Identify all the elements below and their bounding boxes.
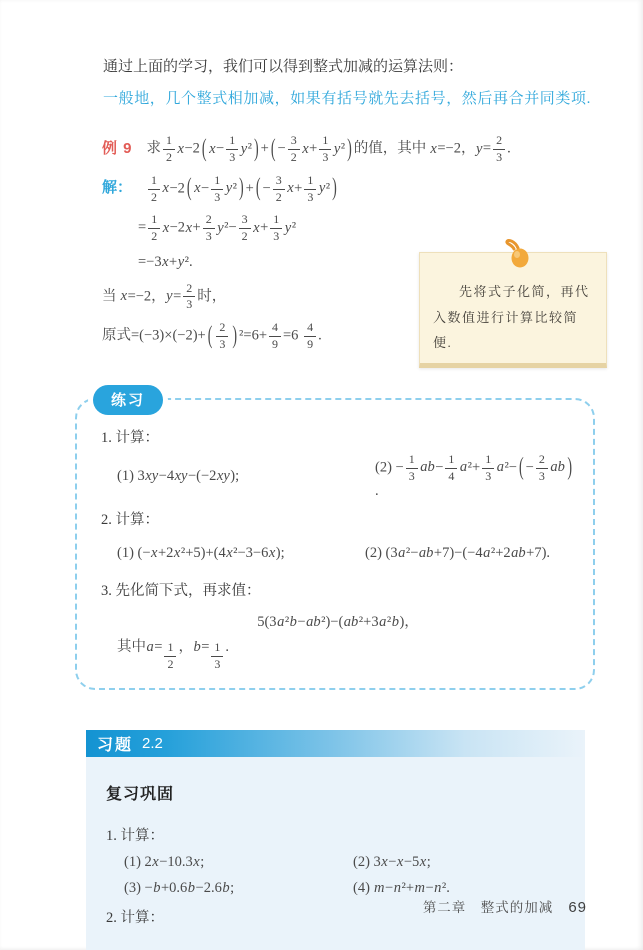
practice-2-2: (2) (3a²−ab+7)−(−4a²+2ab+7). <box>365 544 551 561</box>
practice-item-1-row <box>101 453 575 501</box>
intro-lead: 通过上面的学习，我们可以得到整式加减的运算法则： <box>103 59 464 75</box>
problems-1-3: (3) −b+0.6b−2.6b; <box>124 879 235 896</box>
note-text: 先将式子化简，再代入数值进行计算比较简便. <box>433 284 590 350</box>
problems-item-1-title: 1. 计算： <box>106 827 164 844</box>
practice-item-1-title: 1. 计算： <box>101 429 159 446</box>
practice-item-3-title: 3. 先化简下式，再求值： <box>101 583 261 600</box>
practice-1-2: (2) − $\frac{1}{3}$ ab− $\frac{1}{4}$ a²+ $\frac{1}{3}$ a²− ( − $\frac{2}{3}$ ab ). <box>375 451 572 500</box>
pin-icon <box>503 237 533 274</box>
chapter-title: 第二章 整式的加减 <box>422 900 554 915</box>
final-evaluation: 原式=(−3)×(−2)+ ( $\frac{2}{3}$ ) ²=6+ $\frac{4}{9}$ =6 $\frac{4}{9}$ . <box>102 320 322 351</box>
problems-1-1: (1) 2x−10.3x; <box>124 853 205 870</box>
example-statement: 求 $\frac{1}{2}$ x−2 ( x− $\frac{1}{3}$ y² ) + ( − $\frac{3}{2}$ x+ $\frac{1}{3}$ y² ) 的值，其中 x=−2，y= $\frac{2}{3}$ . <box>146 133 511 165</box>
substitution-condition: 当 x=−2，y= $\frac{2}{3}$ 时， <box>102 280 227 312</box>
solution-line <box>138 213 607 244</box>
problems-row-1 <box>106 854 565 871</box>
practice-badge: 练习 <box>93 385 163 415</box>
algorithm-rule: 一般地，几个整式相加减，如果有括号就先去括号，然后再合并同类项. <box>103 90 591 107</box>
example-label: 例 9 <box>102 139 133 157</box>
practice-2-1: (1) (−x+2x²+5)+(4x²−3−6x); <box>117 544 285 561</box>
page-footer <box>423 896 587 916</box>
solution-expression: $\frac{1}{2}$ x−2 ( x− $\frac{1}{3}$ y² ) + ( − $\frac{3}{2}$ x+ $\frac{1}{3}$ y² ) <box>146 174 339 205</box>
practice-item-2-row <box>101 535 575 571</box>
problems-1-2: (2) 3x−x−5x; <box>353 853 431 870</box>
page-number: 69 <box>568 899 587 916</box>
practice-1-1: (1) 3xy−4xy−(−2xy); <box>117 468 240 485</box>
banner-number: 2.2 <box>142 734 163 752</box>
margin-note <box>419 252 607 368</box>
problems-item-2-title: 2. 计算： <box>106 909 164 926</box>
practice-box <box>75 391 595 690</box>
problems-panel <box>86 757 585 950</box>
problems-banner <box>86 730 585 757</box>
problems-section <box>86 730 585 950</box>
subsection-title: 复习巩固 <box>106 785 175 803</box>
practice-3-expression: 5(3a²b−ab²)−(ab²+3a²b)， <box>257 614 419 631</box>
example-statement-line <box>102 134 607 165</box>
problems-1-4: (4) m−n²+m−n². <box>353 879 450 896</box>
solution-label: 解： <box>102 179 133 197</box>
practice-3-values: 其中 a = 1 2 ， b = 1 3 . <box>117 639 229 672</box>
problems-row-2 <box>106 880 565 897</box>
banner-label: 习题 <box>97 736 134 754</box>
solution-line <box>102 174 607 205</box>
solution-step-2: =−3x+y². <box>138 254 193 271</box>
solution-step-1: = $\frac{1}{2}$ x−2x+ $\frac{2}{3}$ y²− $\frac{3}{2}$ x+ $\frac{1}{3}$ y² <box>138 212 297 244</box>
practice-item-2-title: 2. 计算： <box>101 512 159 529</box>
example-9 <box>102 134 607 352</box>
